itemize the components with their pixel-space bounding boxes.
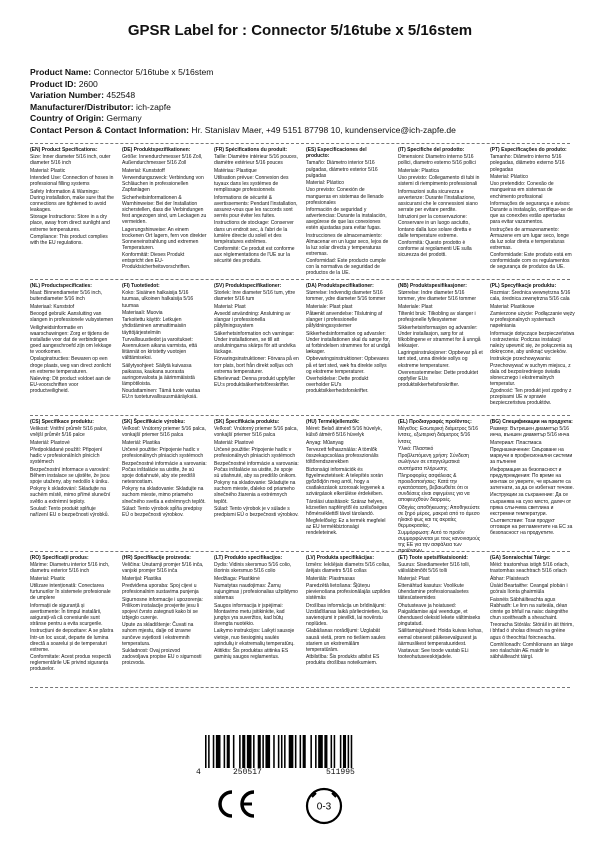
spec-line: Υλικό: Πλαστικό [398, 445, 434, 452]
spec-line: Zgodność: Ten produkt jest zgodny z przepisami UE w sprawie bezpieczeństwa produktów. [490, 388, 572, 407]
spec-heading: (EL) Προδιαγραφές προϊόντος: [398, 419, 472, 425]
spec-line: Material: Plast [214, 303, 246, 310]
spec-line: Tervezett felhasználás: A tömlők összekapcsolása professzionális töltőrendszerekben [306, 447, 379, 466]
spec-heading: (FI) Tuotetiedot: [122, 283, 160, 289]
spec-block [490, 419, 575, 549]
page-title: GPSR Label for : Connector 5/16tube x 5/16stem [127, 22, 473, 39]
info-row [30, 113, 590, 125]
spec-block [490, 147, 575, 277]
spec-block [214, 147, 299, 277]
spec-line: Intended Use: Connection of hoses in professional filling systems [30, 175, 114, 188]
spec-line: Οδηγίες αποθήκευσης: Αποθηκεύστε σε ξηρό μέρος, μακριά από το άμεσο ηλιακό φως και τις ακραίες θερμοκρασίες. [398, 504, 480, 529]
spec-line: Utilisation prévue: Connexion des tuyaux dans les systèmes de remplissage professionnels [214, 175, 289, 194]
barcode-bar [289, 735, 294, 768]
spec-line: Efterlevnad: Denna produkt uppfyller EU:s produktsäkerhetsföreskrifter. [214, 376, 296, 389]
spec-line: Tamanho: Diâmetro interno 5/16 polegadas, diâmetro externo 5/16 polegadas [490, 154, 565, 173]
spec-line: Turvallisuustiedot ja varoitukset: Asennuksen aikana varmista, että liitännät on kiristetty vuotojen välttämiseksi. [122, 336, 198, 362]
spec-line: Instrucțiuni de depozitare: A se păstra într-un loc uscat, departe de lumina directă a soarelui și de temperaturi extreme. [30, 628, 114, 653]
spec-line: Istruzioni per la conservazione: Conservare in un luogo asciutto, lontano dalla luce solare diretta e dalle temperature estreme. [398, 214, 472, 239]
spec-heading: (CS) Specifikace produktu: [30, 419, 94, 425]
spec-block [214, 555, 299, 685]
spec-line: Conformité: Ce produit est conforme aux réglementations de l'UE sur la sécurité des produits. [214, 246, 295, 265]
spec-line: Materjal: Plast [398, 575, 430, 582]
spec-line: Size: Inner diameter 5/16 inch, outer diameter 5/16 inch [30, 154, 111, 167]
spec-line: Opbevaringsinstruktioner: Opbevares på et tørt sted, væk fra direkte sollys og ekstreme temperaturer. [306, 356, 389, 375]
spec-line: Medžiaga: Plastikinė [214, 575, 260, 582]
spec-line: Instrucciones de almacenamiento: Almacenar en un lugar seco, lejos de la luz solar directa y temperaturas extremas. [306, 232, 389, 257]
spec-heading: (SV) Produktspecifikationer: [214, 283, 282, 289]
spec-block [306, 147, 391, 277]
spec-line: Saugos informacija ir įspėjimai: Montavimo metu įsitikinkite, kad jungtys yra suveržtos, kad būtų išvengta nuotėkio. [214, 602, 285, 628]
spec-line: Materiale: Plast [398, 303, 433, 310]
spec-line: Mărime: Diametru interior 5/16 inch, diametru exterior 5/16 inch [30, 562, 110, 575]
barcode-bar [284, 735, 286, 768]
barcode-bar [227, 735, 230, 768]
barcode-bar [295, 735, 297, 768]
spec-line: Materiaali: Muovia [122, 309, 163, 316]
spec-line: Overholdelse: Dette produkt overholder EU's produktsikkerhedsforskrifter. [306, 376, 369, 395]
spec-line: Μέγεθος: Εσωτερική διάμετρος 5/16 ίντσες, εξωτερική διάμετρος 5/16 ίντσες [398, 426, 478, 445]
spec-line: Veiligheidsinformatie en waarschuwingen: Zorg er tijdens de installatie voor dat de verbindingen goed aangeschroefd zijn om lekkage te voorkomen. [30, 324, 112, 356]
barcode-left-digits: 250517 [233, 768, 262, 777]
spec-block [214, 419, 299, 549]
spec-line: Beoogd gebruik: Aansluiting van slangen in professionele vulsystemen [30, 311, 114, 324]
spec-line: Izmērs: Iekšējais diametrs 5/16 collas, ārējais diametrs 5/16 collas [306, 562, 391, 575]
info-value: ich-zapfe [136, 101, 171, 112]
spec-line: Storage Instructions: Store in a dry place, away from direct sunlight and extreme temperatures. [30, 214, 110, 233]
spec-heading: (FR) Spécifications du produit: [214, 147, 288, 153]
barcode-bar [318, 735, 323, 768]
spec-line: Soulad: Tento produkt splňuje nařízení EU o bezpečnosti výrobků. [30, 505, 109, 518]
barcode-bar [262, 735, 264, 768]
spec-block [306, 283, 391, 413]
spec-line: Drošības informācija un brīdinājumi: Uzstādīšanas laikā pārliecinieties, ka savienojumi ir pievilkti, lai novērstu noplūdes. [306, 602, 388, 628]
product-info [30, 67, 590, 136]
barcode-bar [351, 735, 353, 768]
spec-line: Dimensioni: Diametro interno 5/16 pollici, diametro esterno 5/16 pollici [398, 154, 476, 167]
spec-line: Faisnéis Sábháilteachta agus Rabhadh: Le linn na suiteála, déan cinnte go bhfuil na naisc daingnithe chun sceitheadh a sheachaint. [490, 596, 569, 621]
info-row [30, 90, 590, 102]
barcode-bar [224, 735, 226, 768]
spec-line: Tamaño: Diámetro interior 5/16 pulgadas, diámetro exterior 5/16 pulgadas [306, 160, 378, 179]
spec-block [30, 555, 115, 685]
spec-line: Safety Information & Warnings: During installation, make sure that the connections are tightened to avoid leakages. [30, 188, 114, 213]
spec-line: Säilytysohjeet: Säilytä kuivassa paikassa, kaukana suorasta auringonvalosta ja äärimmäisistä lämpötiloista. [122, 362, 195, 387]
spec-line: Πληροφορίες ασφάλειας & προειδοποιήσεις: Κατά την εγκατάσταση, βεβαιωθείτε ότι οι συνδέσεις είναι σφιγμένες για να αποφευχθούν διαρροές. [398, 472, 470, 504]
info-value: Germany [106, 113, 142, 123]
spec-line: Tarkoitettu käyttö: Letkujen yhdistäminen ammattimaisiin täyttöjärjestelmiin [122, 317, 187, 336]
spec-line: Paredzētā lietošana: Šļūteņu pievienošana profesionālajās uzpildes sistēmās [306, 583, 391, 602]
spec-line: Materiál: Plastové [214, 439, 254, 446]
spec-line: Predviđena uporaba: Spoj cijevi u profesionalnim sustavima punjenja [122, 583, 199, 596]
spec-line: Sikkerhedsinformation og advarsler: Under installationen skal du sørge for, at forbindelsen strammes for at undgå lækager. [306, 330, 391, 356]
barcode-lead-digit: 4 [196, 768, 201, 777]
spec-line: Sicherheitsinformationen & Warnhinweise: Bei der Installation sicherstellen, dass die Verbindungen fest angezogen sind, um Leckagen zu vermeiden. [122, 194, 207, 226]
spec-heading: (RO) Specificații produs: [30, 555, 89, 561]
spec-heading: (LT) Produkto specifikacijos: [214, 555, 283, 561]
barcode [205, 735, 392, 768]
barcode-bar [233, 735, 235, 768]
spec-line: Informações de segurança e avisos: Durante a instalação, certifique-se de que as conexões estão apertadas para evitar vazamentos. [490, 200, 573, 226]
spec-line: Veľkosť: Vnútorný priemer 5/16 palca, vonkajší priemer 5/16 palca [122, 426, 206, 439]
spec-line: Tárolási utasítások: Száraz helyen, közvetlen napfénytől és szélsőséges hőmérséklettől távol tárolandó. [306, 498, 388, 517]
spec-line: Инструкции за съхранение: Да се съхранява на сухо място, далеч от пряка слънчева светлина и екстремни температури. [490, 492, 572, 517]
spec-line: Dydis: Vidinis skersmuo 5/16 colio, išorinis skersmuo 5/16 colio [214, 562, 292, 575]
spec-line: Sigurnosne informacije i upozorenja: Prilikom instalacije provjerite jesu li spojevi čvrsto zategnuti kako bi se izbjeglo curenje. [122, 596, 203, 621]
spec-line: Conformidade: Este produto está em conformidade com os regulamentos de segurança de produtos da UE. [490, 252, 572, 271]
info-label: Variation Number: [30, 90, 105, 100]
spec-heading: (IT) Specifiche del prodotto: [398, 147, 465, 153]
spec-block [122, 283, 207, 413]
barcode-bar [265, 735, 270, 768]
spec-block [398, 555, 483, 685]
spec-line: Lagringsinstruksjoner: Oppbevar på et tørt sted, unna direkte sollys og ekstreme temperaturer. [398, 350, 483, 369]
spec-line: Materiale: Plast plast [306, 303, 353, 310]
barcode-bar [281, 735, 283, 768]
spec-line: Προβλεπόμενη χρήση: Σύνδεση σωλήνων σε επαγγελματικά συστήματα πλήρωσης [398, 453, 469, 472]
spec-line: Avsedd användning: Anslutning av slangar i professionella påfyllningssystem [214, 311, 291, 330]
spec-heading: (LV) Produkta specifikācijas: [306, 555, 374, 561]
spec-line: Veličina: Unutarnji promjer 5/16 inča, vanjski promjer 5/16 inča [122, 562, 204, 575]
spec-line: Koko: Sisäinen halkaisija 5/16 tuumaa, ulkoinen halkaisija 5/16 tuumaa [122, 290, 194, 309]
spec-line: Konformität: Dieses Produkt entspricht den EU-Produktsicherheitsvorschriften. [122, 252, 191, 271]
spec-line: Materijal: Plastika [122, 575, 162, 582]
spec-heading: (ET) Toote spetsifikatsioonid: [398, 555, 468, 561]
spec-line: Comhlíonadh: Comhlíonann an táirge seo rialacháin AE maidir le sábháilteacht táirgí. [490, 641, 574, 661]
spec-line: Ohutusteave ja hoiatused: Paigaldamise ajal veenduge, et ühendused oleksid lekete vältimiseks pingutatud. [398, 602, 481, 628]
spec-line: Material: Plastic [30, 167, 66, 174]
spec-line: Pokyny na skladovanie: Skladujte na suchom mieste, ďaleko od priameho slnečného žiarenia a extrémnych teplôt. [214, 480, 296, 505]
spec-line: Velikost: Vnitřní průměr 5/16 palce, vnější průměr 5/16 palce [30, 426, 108, 439]
spec-line: Naleving: Dit product voldoet aan de EU-voorschriften voor productveiligheid. [30, 376, 111, 395]
spec-block [30, 283, 115, 413]
spec-line: Biztonsági információk és figyelmeztetések: A telepítés során győződjön meg arról, hogy a csatlakozások szorosak legyenek a szivárgások elkerülése érdekében. [306, 466, 385, 498]
info-row [30, 102, 590, 114]
spec-line: Určené použitie: Pripojenie hadíc v profesionálnych plniacich systémoch [214, 447, 296, 460]
spec-line: Materiál: Plastové [30, 439, 70, 446]
spec-block [30, 419, 115, 549]
spec-heading: (SK) Špecifikácie výrobku: [122, 419, 186, 425]
spec-line: Tiltenkt bruk: Tilkobling av slanger i profesjonelle fyllesystemer [398, 311, 476, 324]
spec-line: Uso previsto: Collegamento di tubi in sistemi di riempimento professionali [398, 175, 480, 188]
spec-line: Предназначение: Свързване на маркучи в професионални системи за пълнене [490, 447, 573, 466]
barcode-bar [216, 735, 221, 768]
barcode-bar [205, 735, 207, 768]
spec-line: Материал: Пластмаса [490, 439, 542, 446]
spec-line: Vastavus: See toode vastab ELi tooteohutuseeskirjadele. [398, 648, 469, 661]
barcode-bar [343, 735, 346, 768]
barcode-bar [324, 735, 327, 768]
dashed-divider [30, 279, 570, 280]
barcode-bar [273, 735, 275, 768]
barcode-bar [239, 735, 241, 768]
recycle-icon [303, 784, 345, 828]
spec-line: Zamierzone użycie: Podłączanie węży w profesjonalnych systemach napełniania [490, 311, 575, 330]
spec-line: Bezpečnostní informace a varování: Během instalace se ujistěte, že jsou spoje utaženy, aby nedošlo k úniku. [30, 466, 110, 485]
spec-heading: (HU) Termékjellemzők: [306, 419, 360, 425]
spec-line: Информация за безопасност и предупреждения: По време на монтаж се уверете, че връзките са затегнати, за да се избегнат течове. [490, 466, 574, 492]
spec-line: Upute za skladištenje: Čuvati na suhom mjestu, dalje od izravne sunčeve svjetlosti i ekstremnih temperatura. [122, 622, 194, 647]
spec-line: Størrelse: Indre diameter 5/16 tommer, ytre diameter 5/16 tommer [398, 290, 477, 303]
info-label: Contact Person & Contact Information: [30, 124, 189, 135]
spec-line: Atbilstība: Šis produkts atbilst ES produktu drošības noteikumiem. [306, 654, 380, 667]
spec-line: Säilitamisjuhised: Hoida kuivas kohas, eemal otsesest päikesevalgusest ja äärmuslikest temperatuuridest. [398, 628, 483, 647]
barcode-bar [300, 735, 302, 768]
spec-line: Pokyny na skladovanie: Skladujte na suchom mieste, mimo priameho slnečného svetla a extrémnych teplôt. [122, 486, 206, 505]
spec-line: Verwendungszweck: Verbindung von Schläuchen in professionellen Zapfanlagen [122, 175, 204, 194]
spec-line: Laikymo instrukcijos: Laikyti sausoje vietoje, nuo tiesioginių saulės spindulių ir ekstremalių temperatūrų. [214, 628, 295, 647]
dashed-divider [30, 415, 570, 416]
spec-block [398, 419, 483, 555]
spec-block [306, 419, 391, 549]
spec-line: Rozmiar: Średnica wewnętrzna 5/16 cala, średnica zewnętrzna 5/16 cala [490, 290, 571, 303]
spec-line: Anyag: Műanyag [306, 439, 344, 446]
spec-line: Matériau: Plastique [214, 167, 257, 174]
spec-line: Megfelelőség: Ez a termék megfelel az EU termékbiztonsági rendeleteinek. [306, 518, 386, 537]
spec-line: Sikkerhetsinformasjon og advarsler: Under installasjon, sørg for at tilkoblingene er strammet for å unngå lekkasjer. [398, 324, 481, 349]
spec-heading: (PT) Especificações do produto: [490, 147, 567, 153]
spec-block [30, 147, 115, 277]
barcode-bar [213, 735, 215, 768]
spec-line: Materiál: Plastika [122, 439, 161, 446]
info-value: 452548 [106, 90, 136, 100]
spec-line: Bezpečnostné informácie a varovania: Počas inštalácie sa uistite, že spoje sú utiahnuté, aby sa predišlo únikom. [214, 460, 299, 479]
recycle-code: 0-3 [316, 801, 332, 813]
spec-line: Förvaringsinstruktioner: Förvara på en torr plats, bort från direkt solljus och extrema temperaturer. [214, 356, 299, 375]
spec-heading: (SK) Špecifikácia produktu: [214, 419, 280, 425]
spec-line: Určené použitie: Pripojenie hadíc v profesionálnych plniacich systémoch [122, 447, 204, 460]
spec-line: Méid: trastomhas istigh 5/16 orlach, trastomhas seachtrach 5/16 orlach [490, 562, 569, 575]
spec-line: Lagerungshinweise: An einem trockenen Ort lagern, fern von direkter Sonneneinstrahlung und extremen Temperaturen. [122, 226, 207, 251]
ce-mark-icon [214, 788, 260, 820]
dashed-divider [30, 143, 570, 144]
spec-line: Uso pretendido: Conexão de mangueiras em sistemas de enchimento profissional [490, 181, 554, 200]
spec-line: Informații de siguranță și avertismente: În timpul instalării, asigurați-vă că conexiunile sunt strânse pentru a evita scurgerile. [30, 602, 103, 628]
info-label: Product ID: [30, 78, 77, 89]
spec-line: Instructions de stockage: Conserver dans un endroit sec, à l'abri de la lumière directe du soleil et des températures extrêmes. [214, 220, 294, 245]
dashed-divider [30, 551, 570, 552]
spec-line: Bezpečnostné informácie a varovania: Počas inštalácie sa uistite, že sú spoje dotiahnuté, aby ste predišli netesnostiam. [122, 460, 207, 485]
spec-block [490, 283, 575, 413]
spec-block [398, 147, 483, 277]
barcode-bar [242, 735, 245, 768]
info-row [30, 125, 590, 137]
spec-line: Größe: Innendurchmesser 5/16 Zoll, Außendurchmesser 5/16 Zoll [122, 154, 203, 167]
spec-block [306, 555, 391, 685]
barcode-bar [340, 735, 342, 768]
barcode-bar [315, 735, 317, 768]
spec-line: Noudattaminen: Tämä tuote vastaa EU:n tuoteturvallisuusmääräyksiä. [122, 388, 201, 401]
spec-line: Méret: Belső átmérő 5/16 hüvelyk, külső átmérő 5/16 hüvelyk [306, 426, 382, 439]
spec-line: Informazioni sulla sicurezza e avvertenze: Durante l'installazione, assicurarsi che le connessioni siano serrate per evitare perdite. [398, 188, 478, 213]
spec-line: Numatytas naudojimas: Žarnų sujungimas į profesionalias užpildymo sistemas [214, 583, 298, 602]
info-row [30, 67, 590, 79]
spec-heading: (BG) Спецификации на продукта: [490, 419, 573, 425]
spec-line: Úsáid Beartaithe: Ceangal píobán i gcórais líonta ghairmiúla [490, 583, 568, 596]
info-value: 2600 [78, 78, 98, 89]
spec-line: Atitiktis: Šis produktas atitinka ES gaminių saugos reglamentus. [214, 648, 289, 661]
spec-line: Material: Kunststoff [122, 167, 165, 174]
barcode-bar [331, 735, 333, 768]
spec-heading: (NL) Productspecificaties: [30, 283, 92, 289]
spec-line: Opslaginstructies: Bewaren op een droge plaats, weg van direct zonlicht en extreme temperaturen. [30, 356, 111, 375]
spec-line: Súlad: Tento výrobok spĺňa predpisy EÚ o bezpečnosti výrobkov. [122, 505, 203, 518]
barcode-bar [278, 735, 280, 768]
spec-line: Treoracha Stórála: Stóráil in áit thirim, i bhfad ó sholas díreach na gréine agus ó theochtaí foircneacha. [490, 622, 574, 641]
spec-heading: (PL) Specyfikacje produktu: [490, 283, 557, 289]
barcode-right-digits: 511995 [326, 768, 355, 777]
spec-heading: (EN) Product Specifications: [30, 147, 98, 153]
spec-block [490, 555, 575, 685]
spec-line: Storlek: Inre diameter 5/16 tum, yttre diameter 5/16 tum [214, 290, 296, 303]
spec-line: Materiał: Plastikowe [490, 303, 535, 310]
spec-line: Overensstemmelse: Dette produktet oppfyller EUs produktsikkerhetsforskrifter. [398, 369, 479, 389]
spec-line: Materiale: Plastica [398, 167, 439, 174]
spec-line: Materiāls: Plastmasas [306, 575, 355, 582]
spec-line: Glabāšanas norādījumi: Uzglabāt sausā vietā, prom no tiešiem saules stariem un ekstremālām temperatūrām. [306, 628, 386, 653]
spec-line: Información de seguridad y advertencias: Durante la instalación, asegúrese de que las conexiones estén ajustadas para evitar fugas. [306, 206, 387, 232]
barcode-bar [334, 735, 336, 768]
barcode-bar [303, 735, 306, 768]
spec-line: Ábhar: Plaisteach [490, 575, 530, 582]
spec-line: Předpokládané použití: Připojení hadic v profesionálních plnicích systémech [30, 447, 103, 466]
spec-line: Conformitate: Acest produs respectă reglementările UE privind siguranța produselor. [30, 654, 111, 673]
spec-line: Størrelse: Indvendig diameter 5/16 tommer, ydre diameter 5/16 tommer [306, 290, 386, 303]
spec-line: Conformità: Questo prodotto è conforme ai regolamenti UE sulla sicurezza dei prodotti. [398, 240, 472, 259]
spec-line: Maat: Binnendiameter 5/16 inch, buitendiameter 5/16 inch [30, 290, 102, 303]
spec-line: Размер: Вътрешен диаметър 5/16 инча, външен диаметър 5/16 инча [490, 426, 570, 439]
spec-line: Material: Plastic [30, 575, 66, 582]
info-value: Connector 5/16tube x 5/16stem [93, 67, 214, 77]
dashed-divider [30, 687, 570, 688]
spec-line: Ettenähtud kasutus: Voolikute ühendamine professionaalsetes täitesüsteemides [398, 583, 469, 602]
barcode-bar [208, 735, 210, 768]
spec-line: Taille: Diamètre intérieur 5/16 pouces, diamètre extérieur 5/16 pouces [214, 154, 298, 167]
spec-line: Uso previsto: Conexión de mangueras en sistemas de llenado profesionales [306, 187, 384, 206]
info-label: Product Name: [30, 67, 92, 77]
barcode-bar [310, 735, 312, 768]
spec-heading: (ES) Especificaciones del producto: [306, 147, 367, 160]
spec-line: Instruções de armazenamento: Armazene em um lugar seco, longe da luz solar direta e temperaturas extremas. [490, 226, 569, 251]
spec-block [122, 419, 207, 549]
spec-line: Pokyny k skladování: Skladujte na suchém místě, mimo přímé sluneční světlo a extrémní teploty. [30, 486, 111, 505]
barcode-bar [247, 735, 252, 768]
spec-block [398, 283, 483, 413]
barcode-bar [348, 735, 350, 768]
spec-line: Suurus: Sisediameeter 5/16 tolli, välisläbimõõt 5/16 tolli [398, 562, 470, 575]
spec-block [122, 555, 207, 685]
spec-line: Informations de sécurité & avertissements: Pendant l'installation, assurez-vous que les raccords sont serrés pour éviter les fuites. [214, 194, 298, 220]
spec-line: Conformidad: Este producto cumple con la normativa de seguridad de productos de la UE. [306, 258, 386, 277]
spec-heading: (DE) Produktspezifikationen: [122, 147, 191, 153]
spec-line: Utilizare intenționată: Conectarea furtunurilor în sistemele profesionale de umplere [30, 583, 111, 602]
spec-line: Material: Plástico [306, 180, 345, 187]
spec-line: Súlad: Tento výrobok je v súlade s predpismi EÚ o bezpečnosti výrobkov. [214, 505, 299, 518]
info-row [30, 79, 590, 91]
info-label: Manufacturer/Distributor: [30, 101, 134, 112]
spec-line: Compliance: This product complies with the EU regulations. [30, 233, 108, 246]
spec-heading: (HR) Specifikacije proizvoda: [122, 555, 191, 561]
spec-block [214, 283, 299, 413]
spec-block [122, 147, 207, 277]
spec-heading: (NB) Produktspesifikasjoner: [398, 283, 467, 289]
spec-line: Säkerhetsinformation och varningar: Under installationen, se till att anslutningarna skärps för att undvika läckage. [214, 330, 296, 356]
spec-line: Instrukcje przechowywania: Przechowywać w suchym miejscu, z dala od bezpośredniego światła słonecznego i ekstremalnych temperatur. [490, 356, 571, 387]
spec-line: Συμμόρφωση: Αυτό το προϊόν συμμορφώνεται με τους κανονισμούς της ΕΕ για την ασφάλεια των προϊόντων. [398, 530, 481, 555]
spec-line: Съответствие: Този продукт отговаря на регламентите на ЕС за безопасност на продуктите. [490, 518, 573, 537]
spec-line: Materiaal: Kunststof [30, 303, 75, 310]
barcode-bar [258, 735, 261, 768]
info-label: Country of Origin: [30, 113, 104, 123]
spec-line: Material: Plástico [490, 173, 529, 180]
spec-line: Veľkosť: Vnútorný priemer 5/16 palca, vonkajší priemer 5/16 palca [214, 426, 298, 439]
barcode-bar [253, 735, 255, 768]
spec-line: Sukladnost: Ovaj proizvod zadovoljava propise EU o sigurnosti proizvoda. [122, 648, 202, 667]
spec-heading: (GA) Sonraíochtaí Táirge: [490, 555, 551, 561]
spec-line: Informacje dotyczące bezpieczeństwa i ostrzeżenia: Podczas instalacji należy upewnić się, że połączenia są dokręcone, aby uniknąć wycieków. [490, 330, 575, 356]
info-value: Hr. Stanislav Maer, +49 5151 87798 10, kundenservice@ich-zapfe.de [191, 124, 456, 135]
spec-heading: (DA) Produktspecifikationer: [306, 283, 374, 289]
spec-line: Påtænkt anvendelse: Tilslutning af slanger i professionelle påfyldningssystemer [306, 311, 383, 330]
